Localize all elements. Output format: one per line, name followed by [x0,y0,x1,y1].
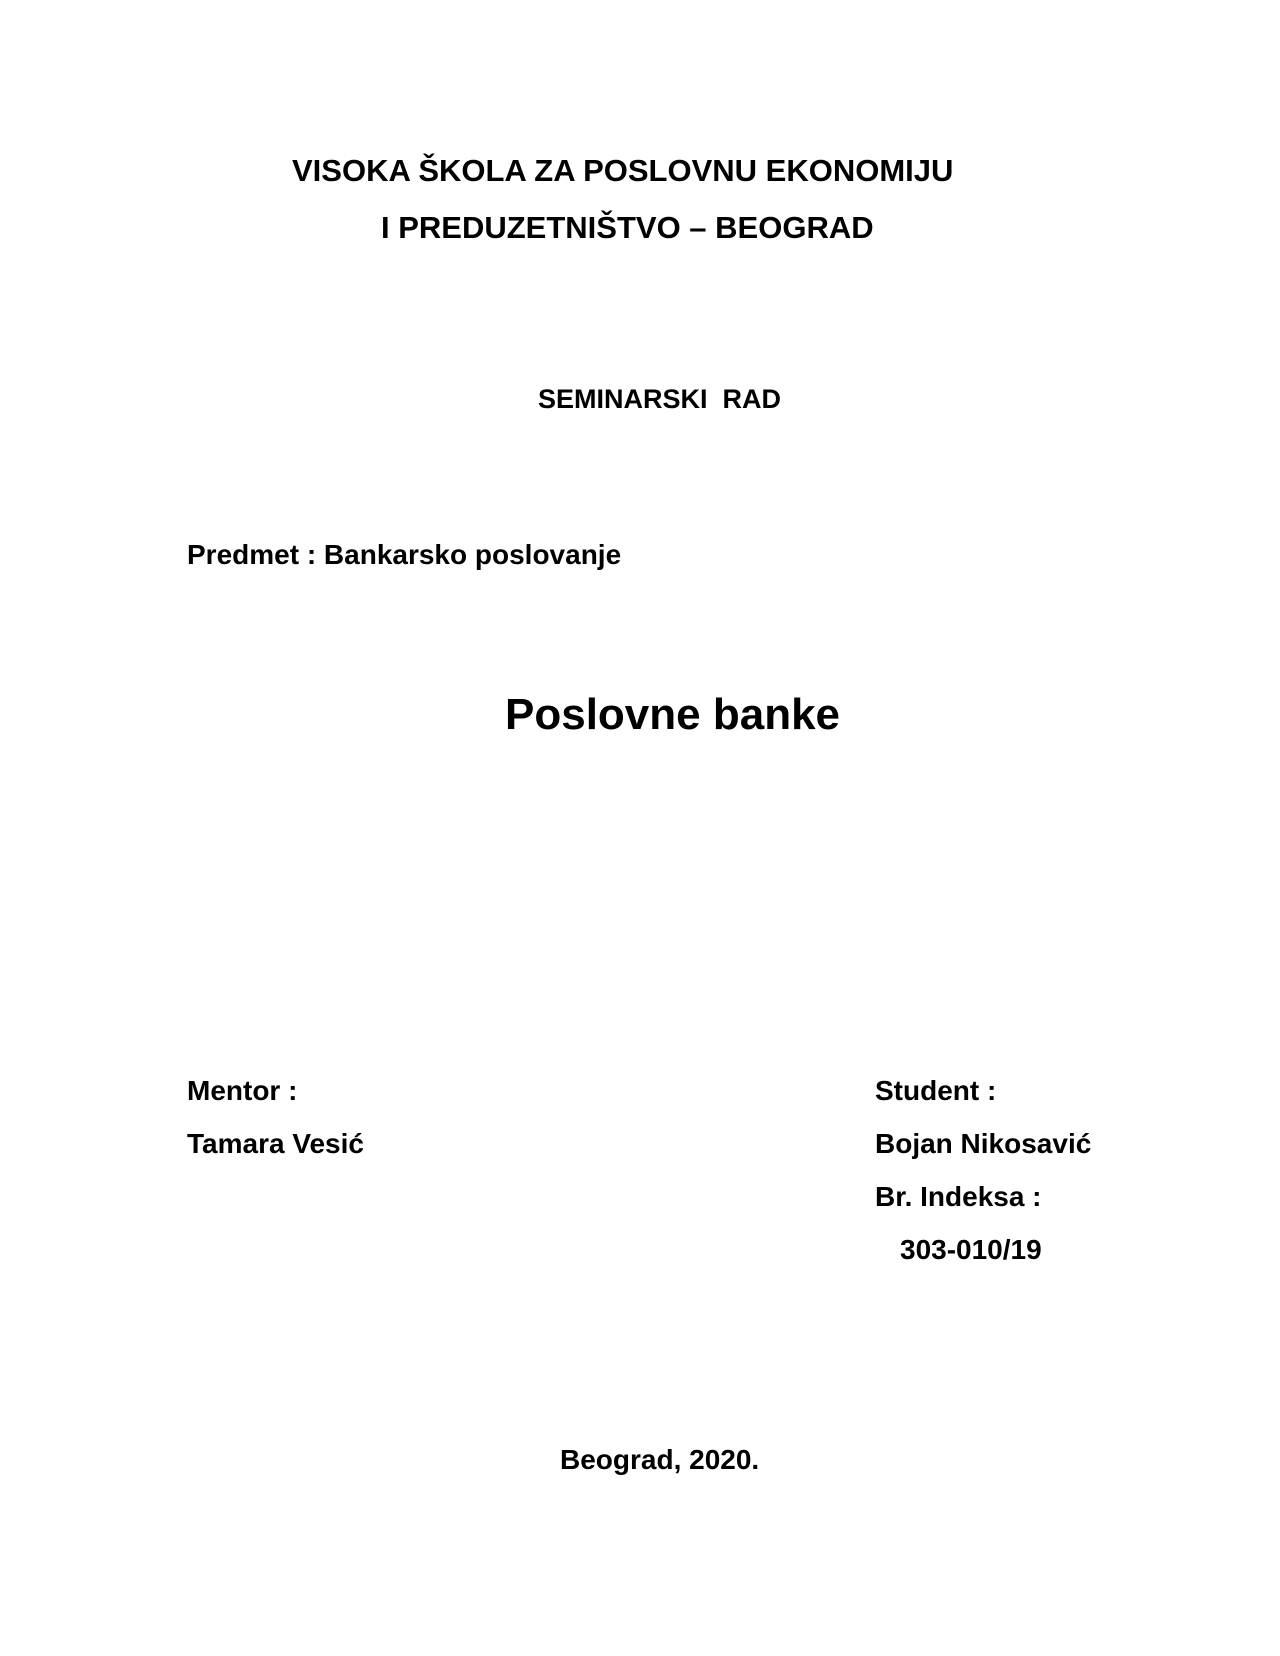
institution-line-1: VISOKA ŠKOLA ZA POSLOVNU EKONOMIJU [292,153,954,188]
index-value: 303-010/19 [900,1234,1042,1265]
mentor-label: Mentor : [187,1075,298,1106]
document-title: Poslovne banke [505,690,841,739]
mentor-name: Tamara Vesić [187,1128,364,1159]
index-label: Br. Indeksa : [875,1181,1042,1212]
document-type: SEMINARSKI RAD [538,384,782,414]
place-date: Beograd, 2020. [560,1444,760,1475]
student-label: Student : [875,1075,997,1106]
subject-line: Predmet : Bankarsko poslovanje [187,539,622,570]
institution-line-2: I PREDUZETNIŠTVO – BEOGRAD [381,210,874,245]
student-name: Bojan Nikosavić [875,1128,1092,1159]
